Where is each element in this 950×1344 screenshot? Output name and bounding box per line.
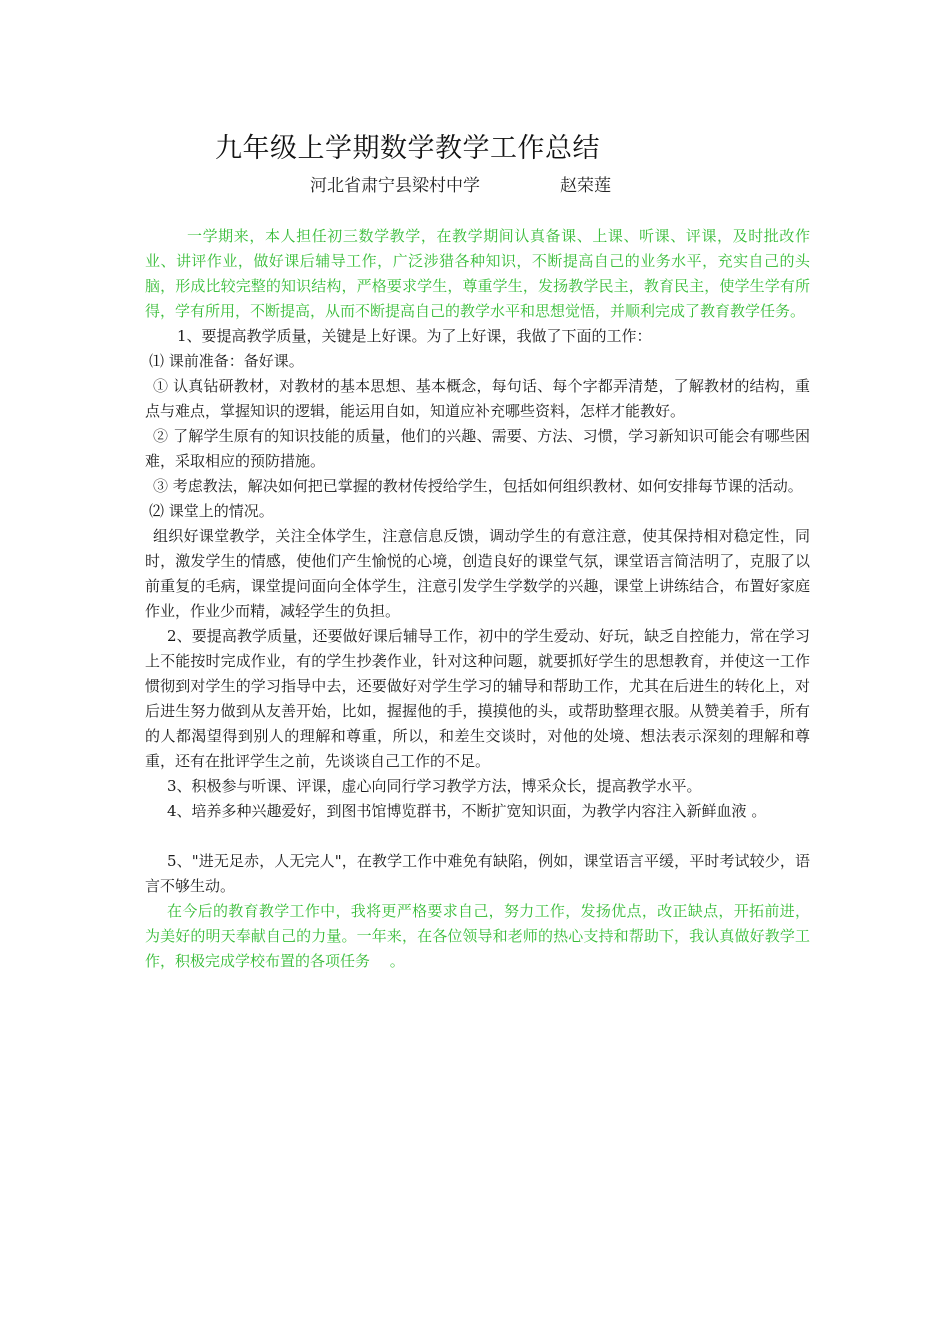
point-3-paragraph: 3、积极参与听课、评课，虚心向同行学习教学方法，博采众长，提高教学水平。 bbox=[167, 777, 702, 795]
point-2-paragraph: 2、要提高教学质量，还要做好课后辅导工作，初中的学生爱动、好玩，缺乏自控能力，常在学习上不能按时完成作业，有的学生抄袭作业，针对这种问题，就要抓好学生的思想教育，并使这一工作惯彻到对学生的学习指导中去，还要做好对学生学习的辅导和帮助工作，尤其在后进生的转化上，对后进生努力做到从友善开始，比如，握握他的手，摸摸他的头，或帮助整理衣服。从赞美着手，所有的人都渴望得到别人的理解和尊重，所以，和差生交谈时，对他的处境、想法表示深刻的理解和尊重，还有在批评学生之前，先谈谈自己工作的不足。 bbox=[145, 627, 810, 770]
byline bbox=[310, 173, 611, 199]
point-1-paragraph: 1、要提高教学质量，关键是上好课。为了上好课，我做了下面的工作： bbox=[177, 327, 652, 345]
point-4-paragraph: 4、培养多种兴趣爱好，到图书馆博览群书，不断扩宽知识面，为教学内容注入新鲜血液 。 bbox=[167, 802, 767, 820]
school-name: 河北省肃宁县梁村中学 bbox=[310, 176, 480, 196]
sub-1-heading: ⑴ 课前准备：备好课。 bbox=[149, 352, 304, 370]
closing-paragraph: 在今后的教育教学工作中，我将更严格要求自己，努力工作，发扬优点，改正缺点，开拓前进，为美好的明天奉献自己的力量。一年来，在各位领导和老师的热心支持和帮助下，我认真做好教学工作，积极完成学校布置的各项任务 。 bbox=[145, 902, 810, 970]
sub-2-heading: ⑵ 课堂上的情况。 bbox=[149, 502, 274, 520]
point-5-paragraph: 5、"进无足赤，人无完人"，在教学工作中难免有缺陷，例如，课堂语言平缓，平时考试较少，语言不够生动。 bbox=[145, 852, 810, 895]
intro-paragraph: 一学期来，本人担任初三数学教学，在教学期间认真备课、上课、听课、评课，及时批改作业、讲评作业，做好课后辅导工作，广泛涉猎各种知识，不断提高自己的业务水平，充实自己的头脑，形成比较完整的知识结构，严格要求学生，尊重学生，发扬教学民主，教育民主，使学生学有所得，学有所用，不断提高，从而不断提高自己的教学水平和思想觉悟，并顺利完成了教育教学任务。 bbox=[145, 227, 810, 320]
paragraph-gap bbox=[145, 824, 810, 849]
page-title: 九年级上学期数学教学工作总结 bbox=[215, 133, 600, 164]
sub-2-paragraph: 组织好课堂教学，关注全体学生，注意信息反馈，调动学生的有意注意，使其保持相对稳定性，同时，激发学生的情感，使他们产生愉悦的心境，创造良好的课堂气氛，课堂语言简洁明了，克服了以前重复的毛病，课堂提问面向全体学生，注意引发学生学数学的兴趣，课堂上讲练结合，布置好家庭作业，作业少而精，减轻学生的负担。 bbox=[145, 527, 810, 620]
sub-1-item-b: ② 了解学生原有的知识技能的质量，他们的兴趣、需要、方法、习惯，学习新知识可能会有哪些困难，采取相应的预防措施。 bbox=[145, 427, 810, 470]
document-body bbox=[145, 224, 810, 974]
sub-1-item-a: ① 认真钻研教材，对教材的基本思想、基本概念，每句话、每个字都弄清楚，了解教材的结构，重点与难点，掌握知识的逻辑，能运用自如，知道应补充哪些资料，怎样才能教好。 bbox=[145, 377, 810, 420]
sub-1-item-c: ③ 考虑教法，解决如何把已掌握的教材传授给学生，包括如何组织教材、如何安排每节课的活动。 bbox=[153, 477, 803, 495]
author-name: 赵荣莲 bbox=[560, 176, 611, 196]
